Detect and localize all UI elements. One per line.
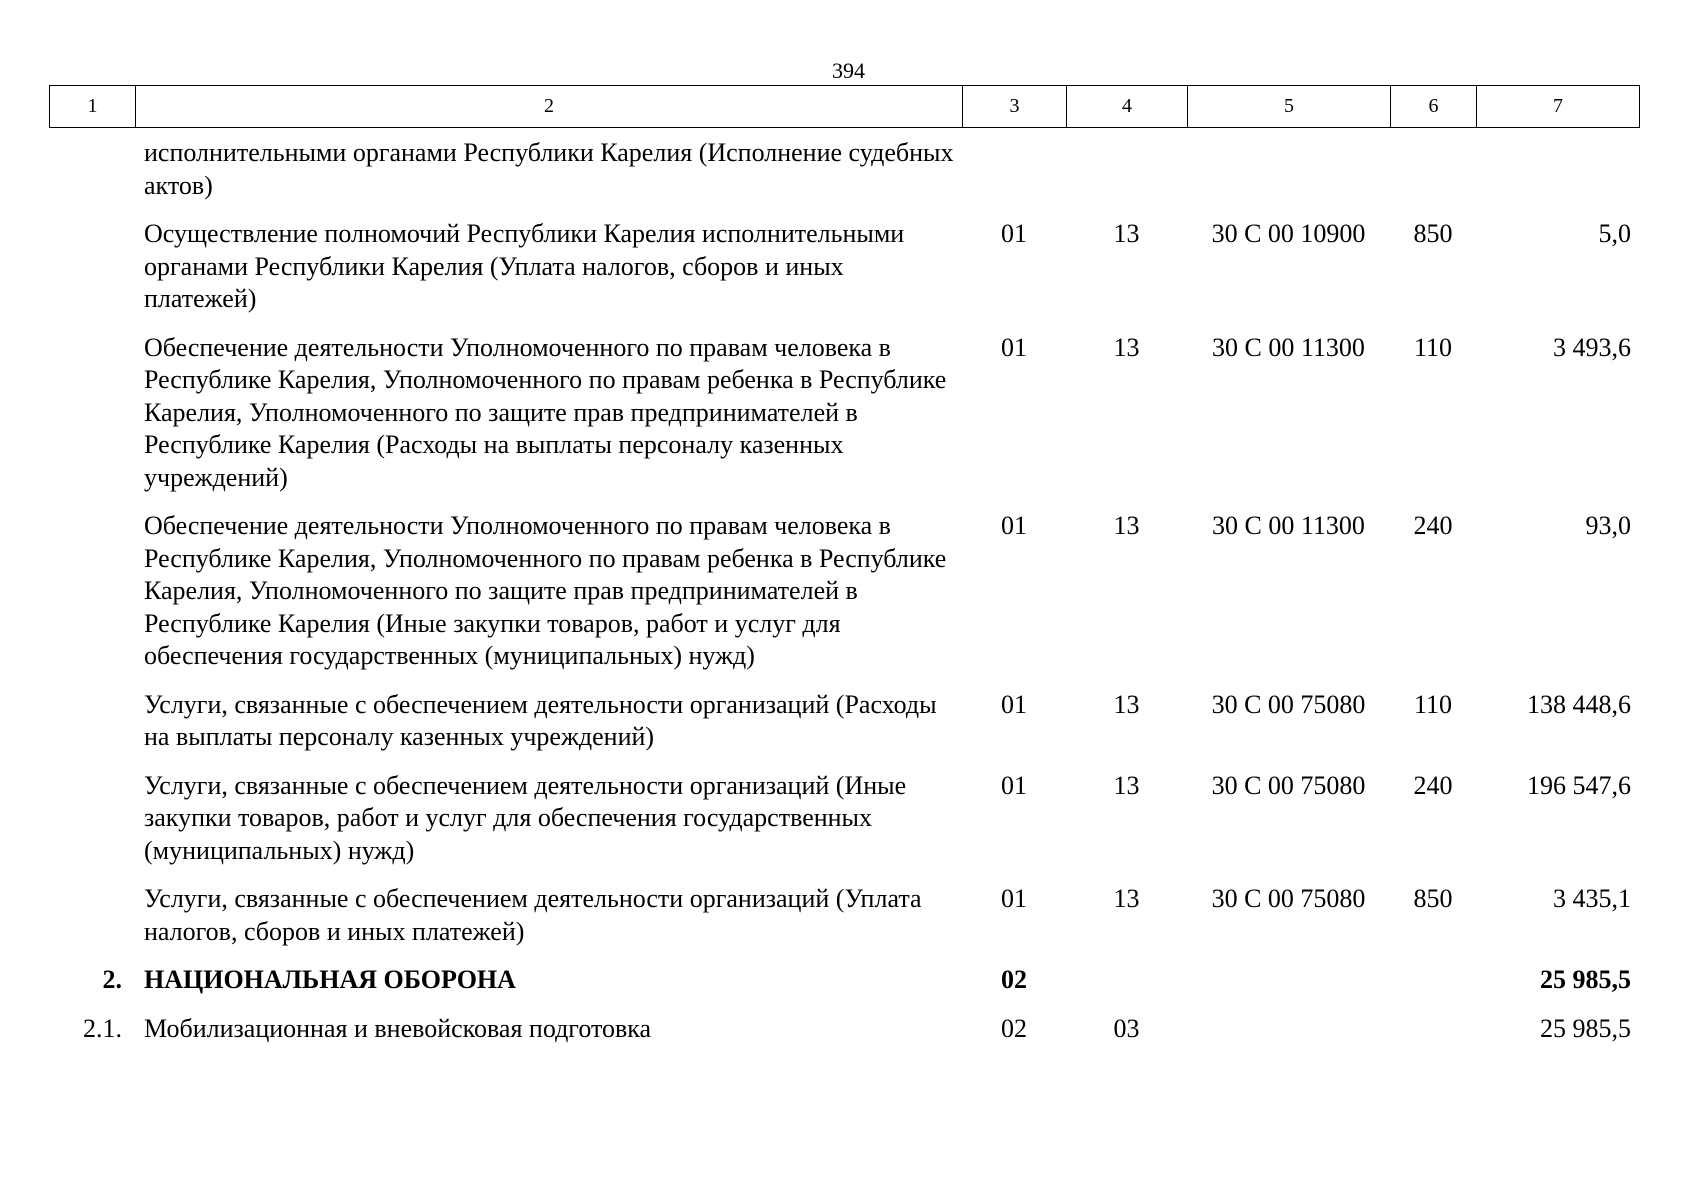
row-expense-type: 850 <box>1413 219 1453 248</box>
row-expense-type <box>1390 964 1476 1013</box>
row-section-code <box>962 133 1066 218</box>
row-expense-type: 110 <box>1413 689 1453 719</box>
row-description: Услуги, связанные с обеспечением деятельности организаций (Иные закупки товаров, работ и услуг для обеспечения государственных (муниципальных) нужд) <box>144 770 907 865</box>
row-section-code: 01 <box>1001 219 1027 248</box>
row-target-article: 30 С 00 75080 <box>1211 770 1366 800</box>
row-target-article: 30 С 00 10900 <box>1211 219 1366 248</box>
row-number <box>49 510 135 689</box>
row-section-code: 01 <box>1001 884 1027 913</box>
column-header-6: 6 <box>1391 86 1477 128</box>
row-target-article: 30 С 00 75080 <box>1211 884 1366 913</box>
column-header-7: 7 <box>1477 86 1640 128</box>
budget-table <box>49 133 1639 1061</box>
row-target-article <box>1187 133 1390 218</box>
row-subsection-code: 13 <box>1113 332 1140 362</box>
row-subsection-code: 13 <box>1113 689 1140 719</box>
row-number <box>49 332 135 511</box>
table-row <box>49 770 1639 884</box>
row-amount: 93,0 <box>1585 511 1631 540</box>
row-section-code: 02 <box>1001 1013 1027 1043</box>
row-section-code: 01 <box>1001 770 1027 800</box>
column-header-4: 4 <box>1067 86 1188 128</box>
table-row <box>49 883 1639 964</box>
row-number: 2.1. <box>83 1013 122 1043</box>
row-number <box>49 883 135 964</box>
row-expense-type <box>1390 1013 1476 1062</box>
row-description: НАЦИОНАЛЬНАЯ ОБОРОНА <box>144 965 516 994</box>
row-expense-type: 240 <box>1413 770 1453 800</box>
column-header-1: 1 <box>50 86 136 128</box>
table-row <box>49 964 1639 1013</box>
row-section-code: 01 <box>1001 332 1027 362</box>
table-row <box>49 133 1639 218</box>
row-subsection-code <box>1066 964 1187 1013</box>
row-section-code: 02 <box>1001 965 1027 994</box>
column-header-table <box>49 85 1640 128</box>
row-amount: 196 547,6 <box>1527 770 1631 800</box>
row-expense-type: 110 <box>1413 332 1453 362</box>
row-subsection-code: 13 <box>1113 511 1140 540</box>
row-expense-type: 240 <box>1413 511 1453 540</box>
row-target-article: 30 С 00 11300 <box>1212 332 1365 362</box>
row-number: 2. <box>102 965 122 994</box>
table-row <box>49 332 1639 511</box>
row-description: Услуги, связанные с обеспечением деятельности организаций (Уплата налогов, сборов и иных платежей) <box>144 884 922 946</box>
table-row <box>49 218 1639 332</box>
row-amount: 3 435,1 <box>1553 884 1631 913</box>
row-expense-type <box>1390 133 1476 218</box>
row-target-article: 30 С 00 75080 <box>1211 689 1366 719</box>
row-description: Обеспечение деятельности Уполномоченного по правам человека в Республике Карелия, Уполномоченного по правам ребенка в Республике Карелия, Уполномоченного по защите прав предпринимателей в Республике Карелия (Расходы на выплаты персоналу казенных учреждений) <box>144 332 947 492</box>
row-subsection-code: 03 <box>1113 1013 1140 1043</box>
row-section-code: 01 <box>1001 511 1027 540</box>
row-description: исполнительными органами Республики Карелия (Исполнение судебных актов) <box>144 138 954 200</box>
row-number <box>49 689 135 770</box>
row-amount: 5,0 <box>1598 219 1631 248</box>
row-amount <box>1476 133 1639 218</box>
row-amount: 25 985,5 <box>1540 1013 1631 1043</box>
budget-table-body <box>49 133 1639 1061</box>
row-expense-type: 850 <box>1413 884 1453 913</box>
row-amount: 3 493,6 <box>1553 332 1631 362</box>
row-number <box>49 133 135 218</box>
table-row <box>49 510 1639 689</box>
page-number: 394 <box>832 58 865 83</box>
row-amount: 25 985,5 <box>1540 965 1631 994</box>
row-description: Услуги, связанные с обеспечением деятельности организаций (Расходы на выплаты персоналу казенных учреждений) <box>144 689 937 751</box>
row-target-article: 30 С 00 11300 <box>1212 511 1365 540</box>
row-section-code: 01 <box>1001 689 1027 719</box>
row-target-article <box>1187 1013 1390 1062</box>
row-subsection-code: 13 <box>1113 770 1140 800</box>
row-subsection-code: 13 <box>1113 884 1140 913</box>
table-row <box>49 689 1639 770</box>
column-header-3: 3 <box>963 86 1067 128</box>
row-amount: 138 448,6 <box>1527 689 1631 719</box>
row-description: Обеспечение деятельности Уполномоченного по правам человека в Республике Карелия, Уполномоченного по правам ребенка в Республике Карелия, Уполномоченного по защите прав предпринимателей в Республике Карелия (Иные закупки товаров, работ и услуг для обеспечения государственных (муниципальных) нужд) <box>144 511 947 670</box>
column-header-2: 2 <box>136 86 963 128</box>
row-description: Осуществление полномочий Республики Карелия исполнительными органами Республики Карелия (Уплата налогов, сборов и иных платежей) <box>144 219 905 313</box>
column-header-5: 5 <box>1188 86 1391 128</box>
column-header-row <box>50 86 1640 128</box>
row-number <box>49 770 135 884</box>
table-row <box>49 1013 1639 1062</box>
row-subsection-code <box>1066 133 1187 218</box>
row-description: Мобилизационная и вневойсковая подготовка <box>144 1013 652 1043</box>
row-subsection-code: 13 <box>1113 219 1140 248</box>
row-target-article <box>1187 964 1390 1013</box>
row-number <box>49 218 135 332</box>
